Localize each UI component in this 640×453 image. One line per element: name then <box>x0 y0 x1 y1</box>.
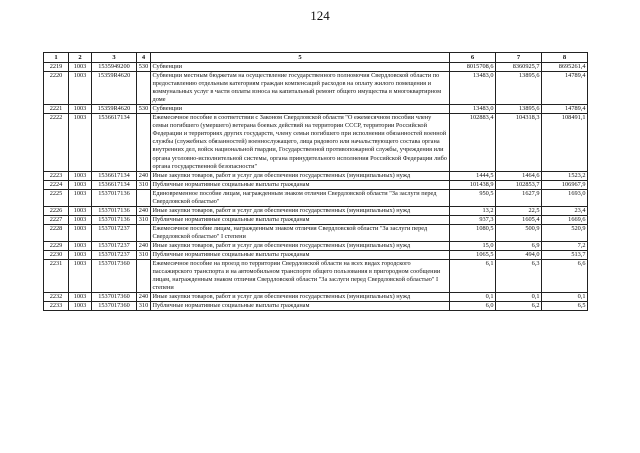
amount-year-1: 15,0 <box>450 241 496 250</box>
amount-year-2: 1464,6 <box>496 171 542 180</box>
expense-type-code: 240 <box>137 293 151 302</box>
expense-type-code: 310 <box>137 251 151 260</box>
amount-year-2: 1605,4 <box>496 215 542 224</box>
row-number: 2223 <box>44 171 69 180</box>
row-description: Публичные нормативные социальные выплаты гражданам <box>151 251 450 260</box>
row-description: Ежемесячное пособие лицам, награжденным знаком отличия Свердловской области "За заслуги перед Свердловской областью" I степени <box>151 224 450 241</box>
row-number: 2222 <box>44 114 69 171</box>
row-number: 2219 <box>44 63 69 72</box>
section-code: 1003 <box>69 114 92 171</box>
target-article-code: 1536617134 <box>92 114 137 171</box>
target-article-code: 1536617134 <box>92 171 137 180</box>
header-col-4: 4 <box>137 53 151 63</box>
expense-type-code <box>137 114 151 171</box>
amount-year-1: 1080,5 <box>450 224 496 241</box>
amount-year-2: 500,9 <box>496 224 542 241</box>
amount-year-2: 8360925,7 <box>496 63 542 72</box>
budget-table <box>43 52 588 311</box>
row-description: Публичные нормативные социальные выплаты гражданам <box>151 215 450 224</box>
row-number: 2231 <box>44 260 69 293</box>
amount-year-1: 6,0 <box>450 302 496 311</box>
amount-year-3: 14789,4 <box>542 105 588 114</box>
table-row <box>44 63 588 72</box>
amount-year-3: 1693,0 <box>542 189 588 206</box>
amount-year-3: 7,2 <box>542 241 588 250</box>
amount-year-1: 13483,0 <box>450 105 496 114</box>
target-article-code: 1537017360 <box>92 293 137 302</box>
section-code: 1003 <box>69 63 92 72</box>
row-number: 2227 <box>44 215 69 224</box>
header-col-7: 7 <box>496 53 542 63</box>
table-header-row <box>44 53 588 63</box>
expense-type-code: 240 <box>137 206 151 215</box>
amount-year-2: 104318,3 <box>496 114 542 171</box>
row-description: Субвенции местным бюджетам на осуществление государственного полномочия Свердловской области по предоставлению отдельным категориям граждан компенсаций расходов на оплату жилого помещения и коммунальных услуг в части оплаты взноса на капитальный ремонт общего имущества в многоквартирном доме <box>151 72 450 105</box>
table-row <box>44 302 588 311</box>
expense-type-code: 240 <box>137 241 151 250</box>
section-code: 1003 <box>69 241 92 250</box>
target-article-code: 1537017360 <box>92 302 137 311</box>
row-number: 2230 <box>44 251 69 260</box>
row-description: Иные закупки товаров, работ и услуг для обеспечения государственных (муниципальных) нужд <box>151 171 450 180</box>
amount-year-3: 513,7 <box>542 251 588 260</box>
amount-year-2: 494,0 <box>496 251 542 260</box>
amount-year-1: 102883,4 <box>450 114 496 171</box>
row-number: 2226 <box>44 206 69 215</box>
expense-type-code <box>137 189 151 206</box>
amount-year-3: 6,5 <box>542 302 588 311</box>
amount-year-2: 13895,6 <box>496 72 542 105</box>
amount-year-3: 14789,4 <box>542 72 588 105</box>
row-number: 2225 <box>44 189 69 206</box>
row-number: 2221 <box>44 105 69 114</box>
target-article-code: 1537017360 <box>92 260 137 293</box>
header-col-8: 8 <box>542 53 588 63</box>
amount-year-1: 1444,5 <box>450 171 496 180</box>
target-article-code: 1536617134 <box>92 180 137 189</box>
header-col-1: 1 <box>44 53 69 63</box>
row-number: 2233 <box>44 302 69 311</box>
section-code: 1003 <box>69 260 92 293</box>
expense-type-code <box>137 260 151 293</box>
expense-type-code <box>137 224 151 241</box>
row-number: 2228 <box>44 224 69 241</box>
expense-type-code: 530 <box>137 63 151 72</box>
amount-year-1: 6,1 <box>450 260 496 293</box>
amount-year-1: 937,3 <box>450 215 496 224</box>
target-article-code: 1537017136 <box>92 189 137 206</box>
section-code: 1003 <box>69 302 92 311</box>
table-row <box>44 105 588 114</box>
row-description: Субвенции <box>151 105 450 114</box>
expense-type-code: 310 <box>137 180 151 189</box>
expense-type-code: 530 <box>137 105 151 114</box>
amount-year-2: 6,3 <box>496 260 542 293</box>
row-description: Публичные нормативные социальные выплаты гражданам <box>151 302 450 311</box>
row-number: 2224 <box>44 180 69 189</box>
section-code: 1003 <box>69 105 92 114</box>
table-row <box>44 215 588 224</box>
amount-year-1: 8015708,6 <box>450 63 496 72</box>
amount-year-2: 1627,9 <box>496 189 542 206</box>
row-description: Единовременное пособие лицам, награжденным знаком отличия Свердловской области "За заслуги перед Свердловской областью" <box>151 189 450 206</box>
target-article-code: 1537017136 <box>92 215 137 224</box>
table-row <box>44 206 588 215</box>
target-article-code: 1537017237 <box>92 251 137 260</box>
amount-year-1: 13483,0 <box>450 72 496 105</box>
expense-type-code <box>137 72 151 105</box>
amount-year-3: 520,9 <box>542 224 588 241</box>
amount-year-1: 101438,9 <box>450 180 496 189</box>
row-description: Ежемесячное пособие в соответствии с Законом Свердловской области "О ежемесячном пособии члену семьи погибшего (умершего) ветерана боевых действий на территории СССР, территории Российской Федерации и территориях других государств, члену семьи погибшего при исполнении обязанностей военной службы (служебных обязанностей) военнослужащего, лица рядового или начальствующего состава органа внутренних дел, войск национальной гвардии, Государственной противопожарной службы, учреждения или органа уголовно-исполнительной системы, органа принудительного исполнения Российской Федерации либо органа государственной безопасности" <box>151 114 450 171</box>
amount-year-3: 23,4 <box>542 206 588 215</box>
table-row <box>44 293 588 302</box>
table-row <box>44 171 588 180</box>
section-code: 1003 <box>69 293 92 302</box>
table-row <box>44 224 588 241</box>
section-code: 1003 <box>69 224 92 241</box>
amount-year-3: 1669,6 <box>542 215 588 224</box>
amount-year-3: 6,6 <box>542 260 588 293</box>
amount-year-3: 8695261,4 <box>542 63 588 72</box>
amount-year-1: 950,5 <box>450 189 496 206</box>
table-row <box>44 114 588 171</box>
section-code: 1003 <box>69 251 92 260</box>
amount-year-3: 1523,2 <box>542 171 588 180</box>
section-code: 1003 <box>69 215 92 224</box>
header-col-5: 5 <box>151 53 450 63</box>
target-article-code: 15359R4620 <box>92 105 137 114</box>
target-article-code: 1535949200 <box>92 63 137 72</box>
target-article-code: 1537017237 <box>92 224 137 241</box>
row-number: 2232 <box>44 293 69 302</box>
section-code: 1003 <box>69 72 92 105</box>
table-row <box>44 251 588 260</box>
amount-year-2: 22,5 <box>496 206 542 215</box>
row-number: 2220 <box>44 72 69 105</box>
amount-year-2: 102853,7 <box>496 180 542 189</box>
section-code: 1003 <box>69 180 92 189</box>
amount-year-3: 108491,1 <box>542 114 588 171</box>
row-description: Иные закупки товаров, работ и услуг для обеспечения государственных (муниципальных) нужд <box>151 206 450 215</box>
row-description: Ежемесячное пособие на проезд по территории Свердловской области на всех видах городского пассажирского транспорта и на автомобильном транспорте общего пользования в пригородном сообщении лицам, награжденным знаком отличия Свердловской области "За заслуги перед Свердловской областью" I степени <box>151 260 450 293</box>
amount-year-2: 6,9 <box>496 241 542 250</box>
section-code: 1003 <box>69 206 92 215</box>
row-number: 2229 <box>44 241 69 250</box>
header-col-3: 3 <box>92 53 137 63</box>
row-description: Иные закупки товаров, работ и услуг для обеспечения государственных (муниципальных) нужд <box>151 241 450 250</box>
table-row <box>44 241 588 250</box>
amount-year-2: 0,1 <box>496 293 542 302</box>
header-col-6: 6 <box>450 53 496 63</box>
target-article-code: 1537017237 <box>92 241 137 250</box>
table-row <box>44 189 588 206</box>
row-description: Публичные нормативные социальные выплаты гражданам <box>151 180 450 189</box>
page-number: 124 <box>310 8 330 23</box>
amount-year-1: 1065,5 <box>450 251 496 260</box>
section-code: 1003 <box>69 171 92 180</box>
amount-year-3: 106967,9 <box>542 180 588 189</box>
target-article-code: 15359R4620 <box>92 72 137 105</box>
amount-year-2: 13895,6 <box>496 105 542 114</box>
table-row <box>44 72 588 105</box>
target-article-code: 1537017136 <box>92 206 137 215</box>
expense-type-code: 240 <box>137 171 151 180</box>
table-row <box>44 260 588 293</box>
row-description: Иные закупки товаров, работ и услуг для обеспечения государственных (муниципальных) нужд <box>151 293 450 302</box>
amount-year-1: 0,1 <box>450 293 496 302</box>
table-row <box>44 180 588 189</box>
row-description: Субвенции <box>151 63 450 72</box>
amount-year-3: 0,1 <box>542 293 588 302</box>
section-code: 1003 <box>69 189 92 206</box>
expense-type-code: 310 <box>137 302 151 311</box>
amount-year-2: 6,2 <box>496 302 542 311</box>
header-col-2: 2 <box>69 53 92 63</box>
expense-type-code: 310 <box>137 215 151 224</box>
amount-year-1: 13,2 <box>450 206 496 215</box>
